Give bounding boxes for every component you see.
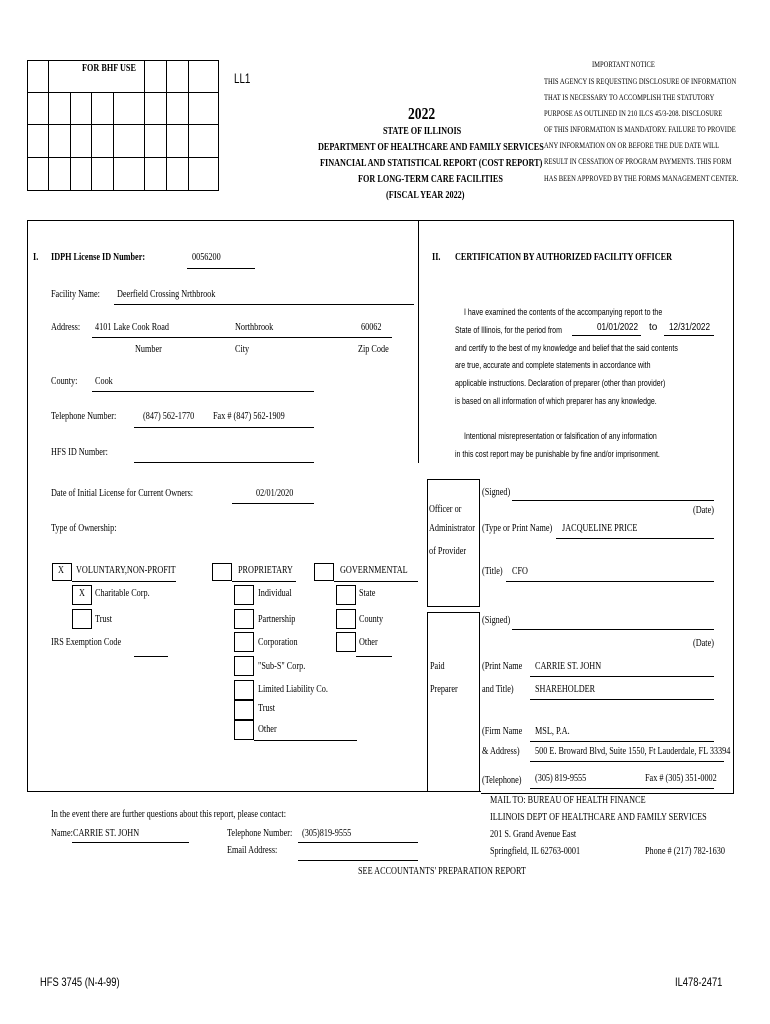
charitable-corp-label: Charitable Corp.: [95, 588, 150, 599]
header-line-2: DEPARTMENT OF HEALTHCARE AND FAMILY SERVICES: [318, 142, 544, 153]
certification-title: CERTIFICATION BY AUTHORIZED FACILITY OFFICER: [455, 252, 673, 263]
date2-label: (Date): [693, 638, 714, 649]
mail-to-line: 201 S. Grand Avenue East: [490, 829, 577, 840]
header-line-5: (FISCAL YEAR 2022): [386, 190, 465, 201]
notice-line: THAT IS NECESSARY TO ACCOMPLISH THE STATUTORY: [544, 93, 715, 102]
notice-line: ANY INFORMATION ON OR BEFORE THE DUE DATE WILL: [544, 141, 720, 150]
officer-label: Officer or: [429, 504, 462, 515]
county-value: Cook: [95, 376, 113, 387]
period-to-label: to: [649, 322, 658, 333]
fax-value: Fax # (847) 562-1909: [213, 411, 285, 422]
telephone-value: (847) 562-1770: [143, 411, 195, 422]
header-line-3: FINANCIAL AND STATISTICAL REPORT (COST REPORT): [320, 158, 543, 169]
hfs-id-label: HFS ID Number:: [51, 447, 108, 458]
prop-other-checkbox[interactable]: [234, 720, 254, 740]
mail-to-line: ILLINOIS DEPT OF HEALTHCARE AND FAMILY SERVICES: [490, 812, 707, 823]
prop-item-label: Partnership: [258, 614, 296, 625]
preparer-phone-value: (305) 819-9555: [535, 773, 587, 784]
governmental-label: GOVERNMENTAL: [340, 565, 408, 576]
ll-code: LL1: [234, 70, 251, 86]
form-code: IL478-2471: [675, 975, 723, 989]
form-number: HFS 3745 (N-4-99): [40, 975, 120, 989]
notice-line: HAS BEEN APPROVED BY THE FORMS MANAGEMENT CENTER.: [544, 174, 739, 183]
prop-trust-checkbox[interactable]: [234, 700, 254, 720]
prop-item-label: Individual: [258, 588, 292, 599]
prop-item-label: Limited Liability Co.: [258, 684, 328, 695]
voluntary-nonprofit-label: VOLUNTARY,NON-PROFIT: [76, 565, 176, 576]
city-value: Northbrook: [235, 322, 274, 333]
paid-preparer-label: Preparer: [430, 684, 458, 695]
prop-item-label: Other: [258, 724, 277, 735]
warning-line: Intentional misrepresentation or falsification of any information: [464, 431, 657, 441]
address-label: Address:: [51, 322, 81, 333]
section-1-numeral: I.: [33, 252, 39, 263]
contact-name-label: Name:: [51, 828, 73, 839]
section-2-numeral: II.: [432, 252, 441, 263]
county-checkbox[interactable]: [336, 609, 356, 629]
sub-s-corp-checkbox[interactable]: [234, 656, 254, 676]
county-label: County:: [51, 376, 78, 387]
firm-address-value: 500 E. Broward Blvd, Suite 1550, Ft Lauderdale, FL 33394: [535, 746, 731, 757]
mail-to-phone: Phone # (217) 782-1630: [645, 846, 725, 857]
voluntary-nonprofit-mark: X: [58, 565, 64, 576]
officer-label: Administrator: [429, 523, 476, 534]
firm-address-label: & Address): [482, 746, 520, 757]
prop-item-label: "Sub-S" Corp.: [258, 661, 306, 672]
officer-label: of Provider: [429, 546, 467, 557]
notice-line: RESULT IN CESSATION OF PROGRAM PAYMENTS. THIS FORM: [544, 157, 732, 166]
period-from-value: 01/01/2022: [597, 322, 639, 333]
corporation-checkbox[interactable]: [234, 632, 254, 652]
number-caption: Number: [135, 344, 162, 355]
city-caption: City: [235, 344, 250, 355]
llc-checkbox[interactable]: [234, 680, 254, 700]
cert-line: is based on all information of which preparer has any knowledge.: [455, 396, 657, 406]
irs-exemption-label: IRS Exemption Code: [51, 637, 122, 648]
zip-caption: Zip Code: [358, 344, 389, 355]
officer-box: [427, 479, 480, 607]
preparer-title-value: SHAREHOLDER: [535, 684, 596, 695]
signed2-label: (Signed): [482, 615, 511, 626]
nonprofit-trust-checkbox[interactable]: [72, 609, 92, 629]
signed-label: (Signed): [482, 487, 511, 498]
print-name2-label: (Print Name: [482, 661, 523, 672]
contact-intro: In the event there are further questions about this report, please contact:: [51, 809, 286, 820]
print-name-label: (Type or Print Name): [482, 523, 553, 534]
initial-license-value: 02/01/2020: [256, 488, 294, 499]
gov-other-checkbox[interactable]: [336, 632, 356, 652]
preparer-fax-value: Fax # (305) 351-0002: [645, 773, 717, 784]
facility-name-label: Facility Name:: [51, 289, 100, 300]
prop-item-label: Trust: [258, 703, 276, 714]
initial-license-label: Date of Initial License for Current Owners:: [51, 488, 194, 499]
cert-line: State of Illinois, for the period from: [455, 325, 562, 335]
zip-value: 60062: [361, 322, 382, 333]
proprietary-checkbox[interactable]: [212, 563, 232, 581]
cert-line: are true, accurate and complete statements in accordance with: [455, 360, 651, 370]
proprietary-label: PROPRIETARY: [238, 565, 293, 576]
nonprofit-trust-label: Trust: [95, 614, 113, 625]
title-label: (Title): [482, 566, 503, 577]
individual-checkbox[interactable]: [234, 585, 254, 605]
mail-to-line: Springfield, IL 62763-0001: [490, 846, 581, 857]
gov-item-label: County: [359, 614, 384, 625]
paid-preparer-label: Paid: [430, 661, 445, 672]
notice-line: OF THIS INFORMATION IS MANDATORY. FAILURE TO PROVIDE: [544, 125, 736, 134]
notice-line: PURPOSE AS OUTLINED IN 210 ILCS 45/3-208. DISCLOSURE: [544, 109, 723, 118]
charitable-corp-mark: X: [79, 588, 85, 599]
contact-phone-label: Telephone Number:: [227, 828, 293, 839]
contact-name-value: CARRIE ST. JOHN: [73, 828, 140, 839]
date-label: (Date): [693, 505, 714, 516]
street-value: 4101 Lake Cook Road: [95, 322, 170, 333]
prop-item-label: Corporation: [258, 637, 298, 648]
notice-title: IMPORTANT NOTICE: [592, 60, 655, 69]
preparer-name-value: CARRIE ST. JOHN: [535, 661, 602, 672]
warning-line: in this cost report may be punishable by fine and/or imprisonment.: [455, 449, 660, 459]
accountants-report-note: SEE ACCOUNTANTS' PREPARATION REPORT: [358, 866, 526, 877]
firm-name-value: MSL, P.A.: [535, 726, 570, 737]
state-checkbox[interactable]: [336, 585, 356, 605]
period-to-value: 12/31/2022: [669, 322, 711, 333]
cert-line: I have examined the contents of the accompanying report to the: [464, 307, 663, 317]
idph-license-label: IDPH License ID Number:: [51, 252, 146, 263]
mail-to-line: MAIL TO: BUREAU OF HEALTH FINANCE: [490, 795, 646, 806]
officer-title-value: CFO: [512, 566, 528, 577]
report-year: 2022: [408, 104, 436, 123]
ownership-type-label: Type of Ownership:: [51, 523, 117, 534]
contact-phone-value: (305)819-9555: [302, 828, 352, 839]
telephone-label: Telephone Number:: [51, 411, 117, 422]
cert-line: applicable instructions. Declaration of preparer (other than provider): [455, 378, 666, 388]
firm-name-label: (Firm Name: [482, 726, 523, 737]
partnership-checkbox[interactable]: [234, 609, 254, 629]
facility-name-value: Deerfield Crossing Nrthbrook: [117, 289, 216, 300]
gov-item-label: Other: [359, 637, 378, 648]
idph-license-value: 0056200: [192, 252, 221, 263]
header-line-4: FOR LONG-TERM CARE FACILITIES: [358, 174, 503, 185]
cert-line: and certify to the best of my knowledge and belief that the said contents: [455, 343, 678, 353]
gov-item-label: State: [359, 588, 376, 599]
bhf-use-label: FOR BHF USE: [82, 63, 136, 74]
contact-email-label: Email Address:: [227, 845, 278, 856]
header-line-1: STATE OF ILLINOIS: [383, 126, 462, 137]
and-title-label: and Title): [482, 684, 514, 695]
officer-name-value: JACQUELINE PRICE: [562, 523, 638, 534]
notice-line: THIS AGENCY IS REQUESTING DISCLOSURE OF INFORMATION: [544, 77, 737, 86]
telephone2-label: (Telephone): [482, 775, 522, 786]
governmental-checkbox[interactable]: [314, 563, 334, 581]
